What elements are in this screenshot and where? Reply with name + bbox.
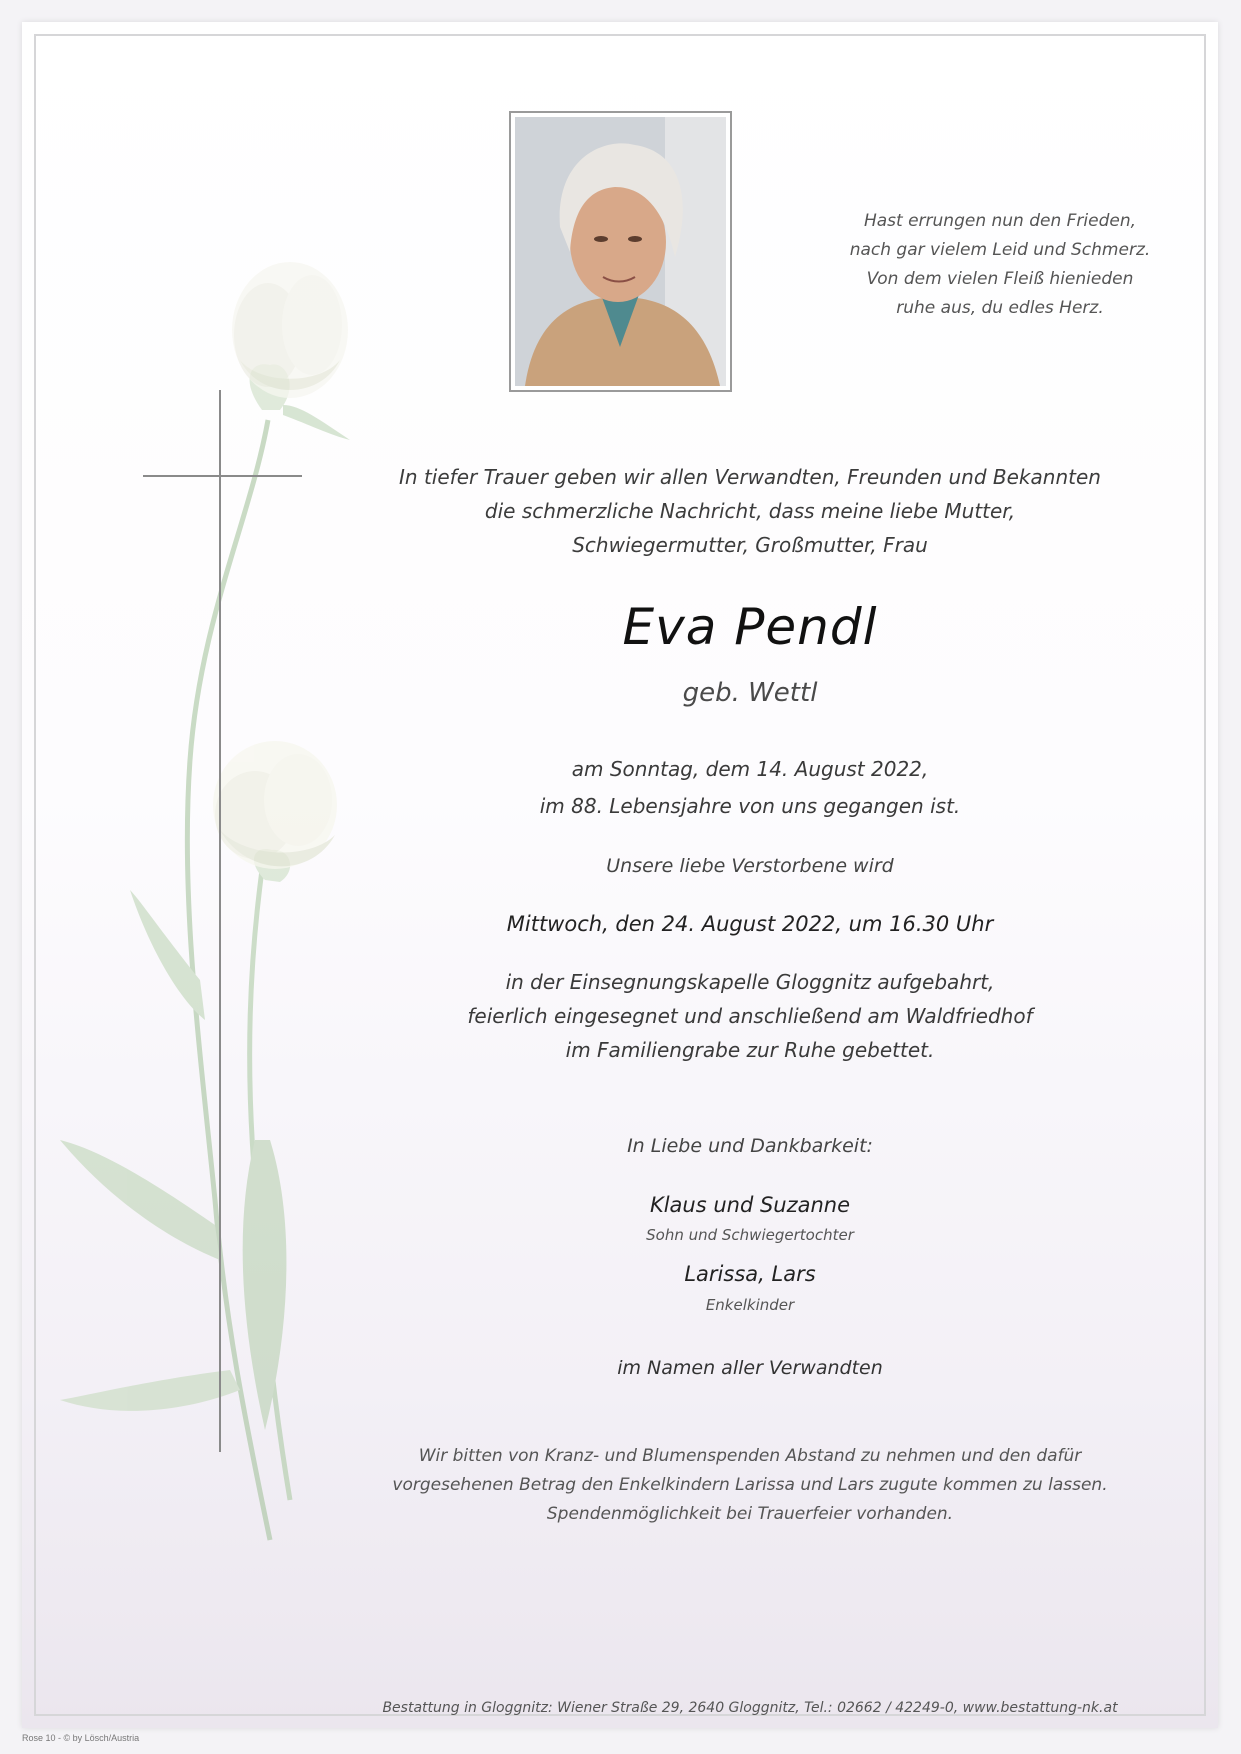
poem bbox=[790, 207, 1210, 323]
poem-line: Von dem vielen Fleiß hienieden bbox=[866, 269, 1134, 289]
mourner-relation: Sohn und Schwiegertochter bbox=[646, 1226, 854, 1244]
portrait-photo bbox=[509, 111, 732, 392]
intro-line: In tiefer Trauer geben wir allen Verwandten, Freunden und Bekannten bbox=[399, 465, 1101, 489]
donation-note bbox=[300, 1442, 1200, 1529]
image-credit: Rose 10 - © by Lösch/Austria bbox=[22, 1733, 140, 1743]
donation-line: Wir bitten von Kranz- und Blumenspenden Abstand zu nehmen und den dafür bbox=[418, 1446, 1082, 1466]
mourner-relation: Enkelkinder bbox=[705, 1296, 795, 1314]
donation-line: Spendenmöglichkeit bei Trauerfeier vorhanden. bbox=[546, 1504, 954, 1524]
donation-line: vorgesehenen Betrag den Enkelkindern Larissa und Lars zugute kommen zu lassen. bbox=[392, 1475, 1108, 1495]
poem-line: Hast errungen nun den Frieden, bbox=[863, 211, 1137, 231]
ceremony-date: Mittwoch, den 24. August 2022, um 16.30 Uhr bbox=[506, 912, 994, 936]
poem-line: ruhe aus, du edles Herz. bbox=[896, 298, 1104, 318]
maiden-name: geb. Wettl bbox=[682, 678, 818, 708]
place-line: in der Einsegnungskapelle Gloggnitz aufgebahrt, bbox=[505, 970, 995, 994]
place-line: feierlich eingesegnet und anschließend am Waldfriedhof bbox=[467, 1004, 1033, 1028]
deceased-name: Eva Pendl bbox=[622, 598, 878, 656]
mourner-names: Larissa, Lars bbox=[684, 1262, 816, 1286]
closing-line: In Liebe und Dankbarkeit: bbox=[627, 1135, 873, 1157]
death-line: im 88. Lebensjahre von uns gegangen ist. bbox=[539, 794, 961, 818]
death-line: am Sonntag, dem 14. August 2022, bbox=[571, 757, 929, 781]
intro-line: Schwiegermutter, Großmutter, Frau bbox=[572, 533, 928, 557]
intro-text bbox=[300, 460, 1200, 562]
intro-line: die schmerzliche Nachricht, dass meine liebe Mutter, bbox=[484, 499, 1016, 523]
ceremony-place bbox=[300, 965, 1200, 1067]
mourner-names: Klaus und Suzanne bbox=[649, 1193, 851, 1217]
death-details bbox=[300, 751, 1200, 825]
ceremony-intro: Unsere liebe Verstorbene wird bbox=[606, 855, 894, 877]
funeral-home-footer: Bestattung in Gloggnitz: Wiener Straße 29, 2640 Gloggnitz, Tel.: 02662 / 42249-0, www.bestattung-nk.at bbox=[382, 1700, 1118, 1716]
behalf-line: im Namen aller Verwandten bbox=[617, 1357, 883, 1379]
poem-line: nach gar vielem Leid und Schmerz. bbox=[849, 240, 1151, 260]
place-line: im Familiengrabe zur Ruhe gebettet. bbox=[565, 1038, 935, 1062]
